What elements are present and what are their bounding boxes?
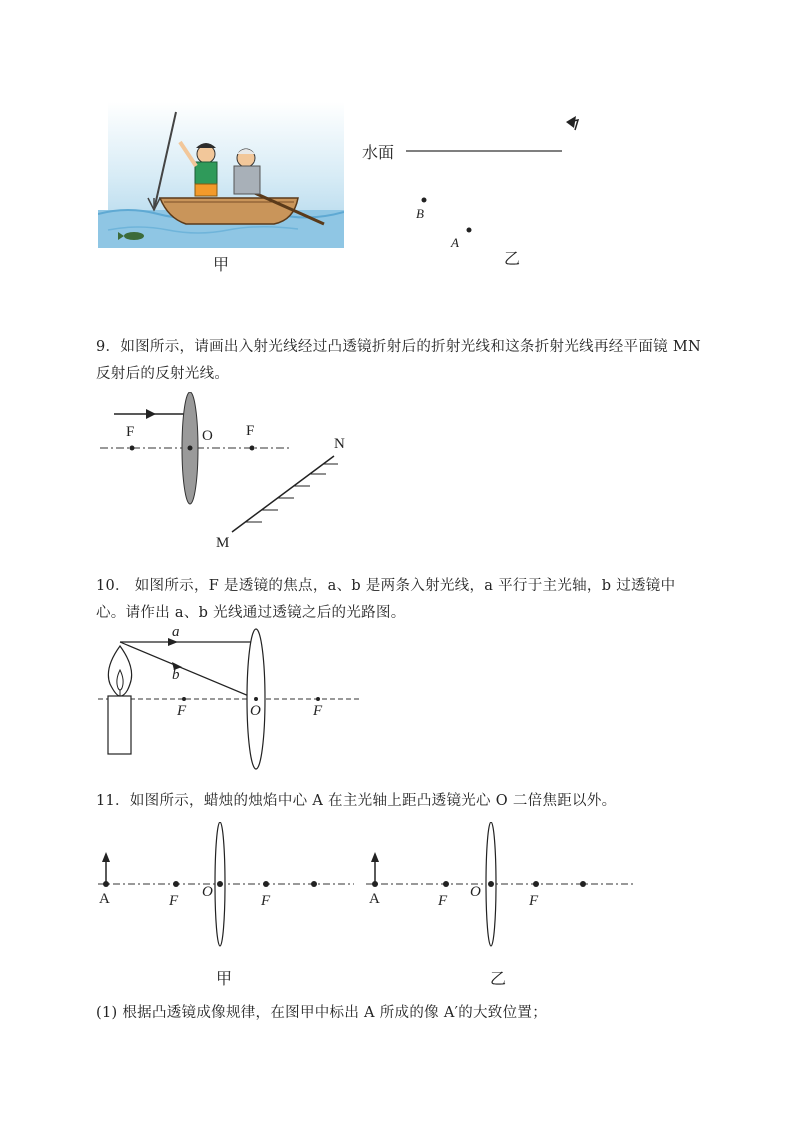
q11-caption-right: 乙 xyxy=(490,969,507,988)
point-a-dot xyxy=(372,881,378,887)
q11-right-label-o: O xyxy=(470,884,481,900)
optical-center-dot xyxy=(188,446,193,451)
optical-center-dot xyxy=(254,697,258,701)
q11-left-label-f1: F xyxy=(169,893,179,909)
eye-icon xyxy=(566,116,578,130)
figure-caption-left: 甲 xyxy=(213,255,230,274)
boat-illustration xyxy=(98,102,344,248)
focus-left-dot xyxy=(182,697,186,701)
q9-label-o: O xyxy=(202,428,213,444)
q10-diagram xyxy=(96,624,366,776)
q11-left-label-f2: F xyxy=(261,893,271,909)
q10-label-f-left: F xyxy=(177,703,187,719)
focus-right-dot xyxy=(316,697,320,701)
q11-left-label-a: A xyxy=(99,891,110,907)
object-arrow-icon xyxy=(102,852,110,862)
q9-label-m: M xyxy=(216,535,230,551)
q11-diagram-right xyxy=(364,822,640,952)
optical-center-dot xyxy=(488,881,494,887)
ray-arrow-icon xyxy=(146,409,156,419)
point-b-dot xyxy=(422,198,427,203)
q9-label-f-right: F xyxy=(246,423,255,439)
point-a-dot xyxy=(103,881,109,887)
ray-b xyxy=(120,642,256,699)
focus-1-dot xyxy=(173,881,179,887)
point-b-label: B xyxy=(416,206,424,221)
question-9-text: 9．如图所示，请画出入射光线经过凸透镜折射后的折射光线和这条折射光线再经平面镜 MN 反射后的反射光线。 xyxy=(96,339,701,382)
focus-2-dot xyxy=(263,881,269,887)
question-11-sub-1: (1) 根据凸透镜成像规律，在图甲中标出 A 所成的像 A′的大致位置； xyxy=(96,1005,548,1021)
q9-diagram xyxy=(96,392,366,558)
two-f-dot xyxy=(580,881,586,887)
candle-body xyxy=(108,696,131,754)
q10-label-o: O xyxy=(250,703,261,719)
question-11-text: 11．如图所示，蜡烛的烛焰中心 A 在主光轴上距凸透镜光心 O 二倍焦距以外。 xyxy=(96,793,617,809)
mirror-hatching xyxy=(246,464,338,522)
q11-right-label-f2: F xyxy=(529,893,539,909)
plane-mirror xyxy=(232,456,334,532)
q9-label-n: N xyxy=(334,436,345,452)
water-surface-label: 水面 xyxy=(362,143,395,162)
point-a-label: A xyxy=(451,235,459,250)
q11-diagram-left xyxy=(96,822,358,952)
q10-label-b: b xyxy=(172,667,180,683)
optical-center-dot xyxy=(217,881,223,887)
focus-2-dot xyxy=(533,881,539,887)
object-arrow-icon xyxy=(371,852,379,862)
focus-right-dot xyxy=(250,446,255,451)
two-f-dot xyxy=(311,881,317,887)
figure-caption-right: 乙 xyxy=(504,249,521,268)
q9-label-f-left: F xyxy=(126,424,135,440)
focus-left-dot xyxy=(130,446,135,451)
focus-1-dot xyxy=(443,881,449,887)
q11-right-label-f1: F xyxy=(438,893,448,909)
q11-right-label-a: A xyxy=(369,891,380,907)
q11-caption-left: 甲 xyxy=(216,969,233,988)
question-10-text: 10． 如图所示，F 是透镜的焦点，a、b 是两条入射光线，a 平行于主光轴，b 过透镜中心。请作出 a、b 光线通过透镜之后的光路图。 xyxy=(96,578,676,621)
q11-left-label-o: O xyxy=(202,884,213,900)
q10-label-f-right: F xyxy=(313,703,323,719)
point-a-dot xyxy=(467,228,472,233)
q10-label-a: a xyxy=(172,624,180,640)
water-diagram xyxy=(390,108,590,258)
